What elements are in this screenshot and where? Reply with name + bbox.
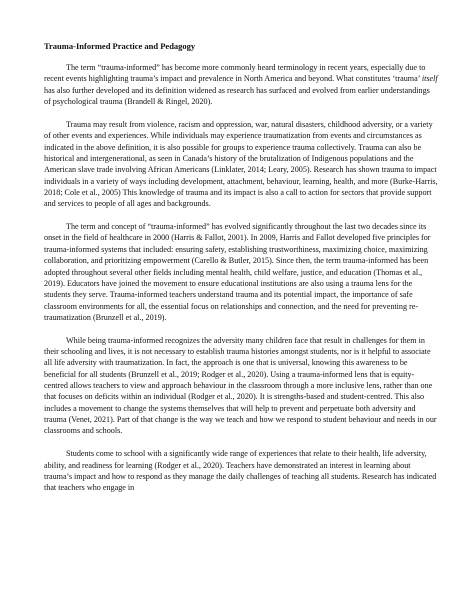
paragraph [44,448,438,493]
italic-text: itself [421,74,438,84]
paragraph [44,221,438,323]
body-text [44,62,438,494]
paragraph-text: has also further developed and its definition widened as research has surfaced and evolved from earlier understandings of psychological trauma (Brandell & Ringel, 2020). [44,85,430,107]
paragraph-text: Students come to school with a significantly wide range of experiences that relate to their health, life adversity, ability, and readiness for learning (Rodger et al., 2020). Teachers have demonstrated an interest in learning about trauma’s impact and how to respond as they manage the daily challenges of teaching all students. Research has indicated that teachers who engage in [44,449,437,493]
paragraph [44,335,438,437]
section-heading: Trauma-Informed Practice and Pedagogy [44,41,196,51]
paragraph-text: While being trauma-informed recognizes the adversity many children face that result in challenges for them in their schooling and lives, it is not necessary to establish trauma histories amongst students, nor is it helpful to associate all life adversity with traumatization. In fact, the approach is one that is universal, knowing this awareness to be beneficial for all students (Brunzell et al., 2019; Rodger et al., 2020). Using a trauma-informed lens that is equity-centred allows teachers to view and approach behaviour in the classroom through a more inclusive lens, rather than one that focuses on deficits within an individual (Rodger et al., 2020). It is strengths-based and student-centred. This also includes a movement to change the systems themselves that will help to prevent and perpetuate both adversity and trauma (Venet, 2021). Part of that change is the way we teach and how we respond to student behaviour and needs in our classrooms and schools. [44,335,437,436]
paragraph [44,62,438,107]
paragraph-text: Trauma may result from violence, racism and oppression, war, natural disasters, childhood adversity, or a variety of other events and experiences. While individuals may experience traumatization from events and circumstances as indicated in the above definition, it is also possible for groups to experience trauma collectively. Trauma can also be historical and intergenerational, as seen in Canada’s history of the brutalization of Indigenous populations and the American slave trade involving African Americans (Linklater, 2014; Leary, 2005). Research has shown trauma to impact individuals in a variety of ways including development, attachment, behaviour, learning, health, and more (Burke-Harris, 2018; Cole et al., 2005) This knowledge of trauma and its impact is also a call to action for sectors that provide support and services to people of all ages and backgrounds. [44,119,438,209]
paragraph-text: The term and concept of “trauma-informed” has evolved significantly throughout the last two decades since its onset in the field of healthcare in 2000 (Harris & Fallot, 2001). In 2009, Harris and Fallot developed five principles for trauma-informed systems that included: ensuring safety, establishing trustworthiness, maximizing choice, maximizing collaboration, and prioritizing empowerment (Carello & Butler, 2015). Since then, the term trauma-informed has been adopted throughout several other fields including mental health, child welfare, justice, and education (Thomas et al., 2019). Educators have joined the movement to ensure educational institutions are also using a trauma lens for the students they serve. Trauma-informed teachers understand trauma and its potential impact, the importance of safe classroom environments for all, the essential focus on relationships and connection, and the need for preventing re-traumatization (Brunzell et al., 2019). [44,222,431,322]
paragraph [44,119,438,210]
paragraph-text: The term “trauma-informed” has become more commonly heard terminology in recent years, especially due to recent events highlighting trauma’s impact and prevalence in North America and beyond. What constitutes ‘trauma’ [44,63,426,84]
